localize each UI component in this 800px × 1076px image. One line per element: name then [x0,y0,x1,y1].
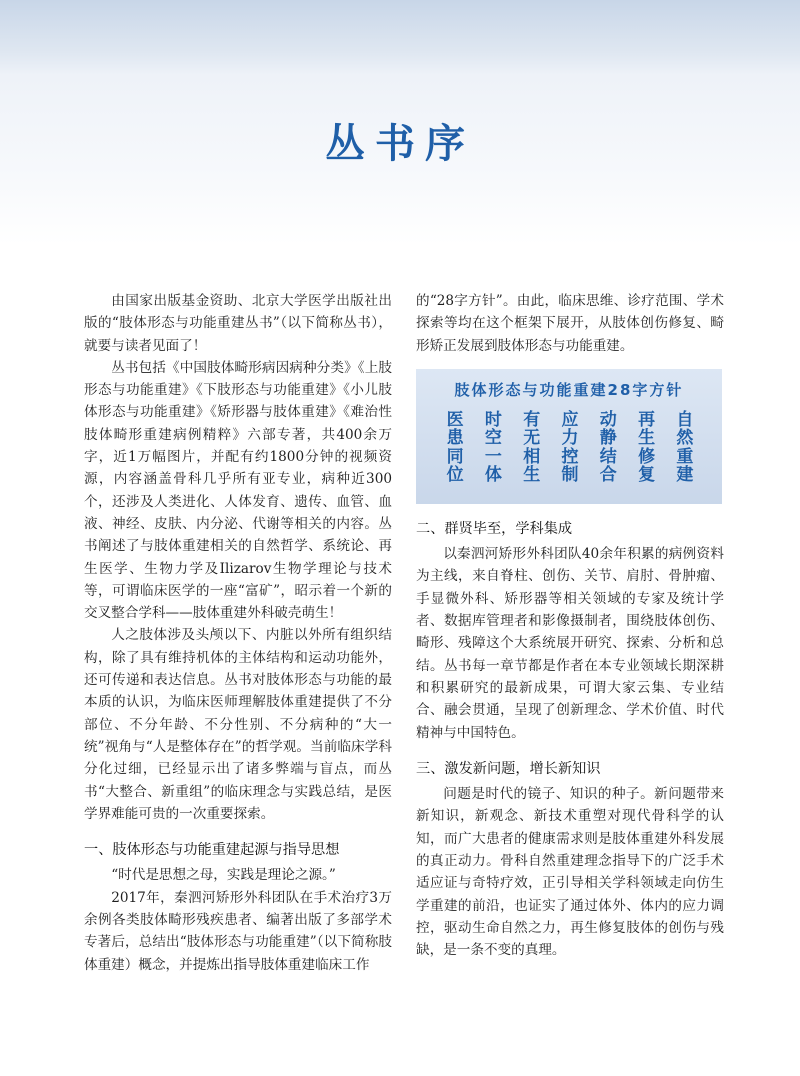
principle-char: 静 [599,428,617,449]
principle-char: 无 [523,428,541,449]
principle-char: 位 [446,465,464,486]
principle-char: 患 [446,428,464,449]
principle-char: 力 [561,428,579,449]
principle-char: 医 [446,409,464,430]
principle-char: 动 [599,409,617,430]
principle-char: 再 [638,409,656,430]
principle-char: 重 [676,446,694,467]
section-heading-3: 三、激发新问题，增长新知识 [416,760,601,777]
paragraph: 丛书包括《中国肢体畸形病因病种分类》《上肢形态与功能重建》《下肢形态与功能重建》《小儿肢体形态与功能重建》《矫形器与肢体重建》《难治性肢体畸形重建病例精粹》六部专著，共400余万字，近1万幅图片，并配有约1800分钟的视频资源，内容涵盖骨科几乎所有亚专业，病种近300个，还涉及人类进化、人体发育、遗传、血管、血液、神经、皮肤、内分泌、代谢等相关的内容。丛书阐述了与肢体重建相关的自然哲学、系统论、再生医学、生物力学及Ilizarov生物学理论与技术等，可谓临床医学的一座“富矿”，昭示着一个新的交叉整合学科——肢体重建外科破壳萌生！ [84,359,392,622]
header-band [0,0,800,75]
paragraph: 以秦泗河矫形外科团队40余年积累的病例资料为主线，来自脊柱、创伤、关节、肩肘、骨肿瘤、手显微外科、矫形器等相关领域的专家及统计学者、数据库管理者和影像摄制者，围绕肢体创伤、畸形、残障这个大系统展开研究、探索、分析和总结。丛书每一章节都是作者在本专业领域长期深耕和积累研究的最新成果，可谓大家云集、专业结合、融会贯通，呈现了创新理念、学术价值、时代精神与中国特色。 [416,546,724,741]
principle-char: 生 [523,465,541,486]
principle-char: 控 [561,446,579,467]
principle-char: 有 [523,409,541,430]
paragraph: 问题是时代的镜子、知识的种子。新问题带来新知识，新观念、新技术重塑对现代骨科学的认知，而广大患者的健康需求则是肢体重建外科发展的真正动力。骨科自然重建理念指导下的广泛手术适应证与奇特疗效，正引导相关学科领域走向仿生学重建的前沿，也证实了通过体外、体内的应力调控，驱动生命自然之力，再生修复肢体的创伤与残缺，是一条不变的真理。 [416,786,724,959]
paragraph-continued: 的“28字方针”。由此，临床思维、诊疗范围、学术探索等均在这个框架下展开，从肢体创伤修复、畸形矫正发展到肢体形态与功能重建。 [416,293,724,354]
left-column [84,290,392,976]
paragraph: 人之肢体涉及头颅以下、内脏以外所有组织结构，除了具有维持机体的主体结构和运动功能外，还可传递和表达信息。丛书对肢体形态与功能的最本质的认识，为临床医师理解肢体重建提供了不分部位、不分年龄、不分性别、不分病种的“大一统”视角与“人是整体存在”的哲学观。当前临床学科分化过细，已经显示出了诸多弊端与盲点，而丛书“大整合、新重组”的临床理念与实践总结，是医学界难能可贵的一次重要探索。 [84,627,392,822]
principle-char: 应 [561,409,579,430]
right-column [416,290,724,962]
principle-char: 制 [561,465,579,486]
page-title: 丛书序 [325,121,475,167]
principle-char: 结 [599,446,617,467]
principle-char: 建 [676,465,694,486]
paragraph: 2017年，秦泗河矫形外科团队在手术治疗3万余例各类肢体畸形残疾患者、编著出版了多部学术专著后，总结出“肢体形态与功能重建”（以下简称肢体重建）概念，并提炼出指导肢体重建临床工作 [84,889,392,973]
principle-char: 合 [599,465,617,486]
principle-char: 复 [638,465,656,486]
principle-char-grid [436,411,704,485]
section-heading-1: 一、肢体形态与功能重建起源与指导思想 [84,842,340,859]
principle-char: 同 [446,446,464,467]
principle-char: 时 [484,409,502,430]
principle-char: 自 [676,409,694,430]
principle-char: 然 [676,428,694,449]
principle-char: 修 [638,446,656,467]
principle-char: 体 [484,465,502,486]
paragraph: 由国家出版基金资助、北京大学医学出版社出版的“肢体形态与功能重建丛书”（以下简称丛书），就要与读者见面了！ [84,293,392,354]
principle-char: 空 [484,428,502,449]
principle-box-title: 肢体形态与功能重建28字方针 [454,380,684,399]
principle-char: 一 [484,446,502,467]
quote-paragraph: “时代是思想之母，实践是理论之源。” [111,867,336,884]
principle-char: 生 [638,428,656,449]
principle-box [416,369,722,504]
principle-char: 相 [523,446,541,467]
section-heading-2: 二、群贤毕至，学科集成 [416,520,573,537]
